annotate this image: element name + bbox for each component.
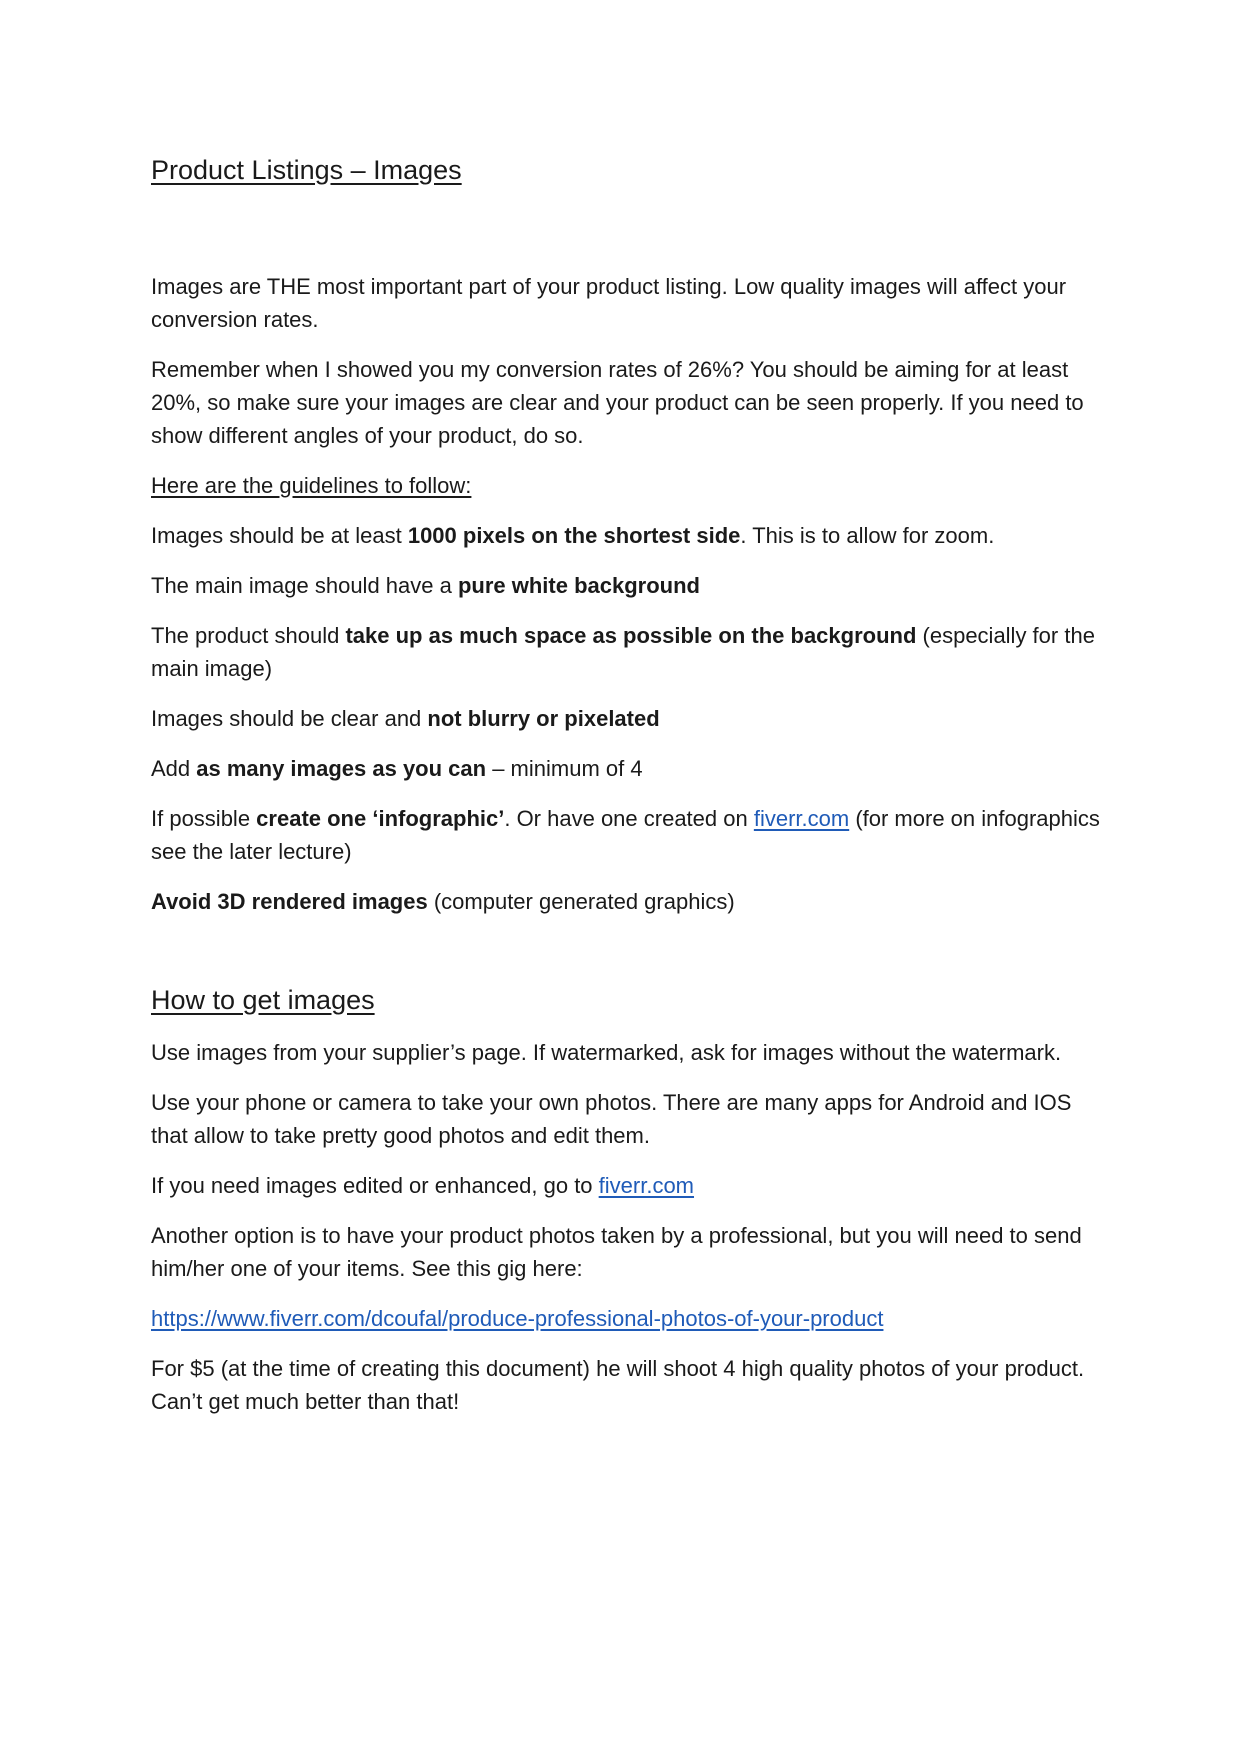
guideline-text: . This is to allow for zoom. [740,523,995,548]
guideline-3d [151,885,1101,918]
guideline-resolution [151,519,1101,552]
guideline-clarity [151,702,1101,735]
guideline-emphasis: 1000 pixels on the shortest side [407,523,741,548]
guideline-text: – minimum of 4 [486,756,643,781]
section-title-how-to-get-images: How to get images [151,985,375,1015]
phone-paragraph: Use your phone or camera to take your own photos. There are many apps for Android and IOS that allow to take pretty good photos and edit them. [151,1090,1072,1148]
guideline-text: Images should be clear and [151,706,428,731]
gig-link-paragraph [151,1302,1101,1335]
guideline-text: Images should be at least [151,523,408,548]
guideline-emphasis: not blurry or pixelated [427,706,660,731]
guideline-space [151,619,1101,685]
conversion-paragraph: Remember when I showed you my conversion rates of 26%? You should be aiming for at least 20%, so make sure your images are clear and your product can be seen properly. If you need to show different angles of your product, do so. [151,357,1084,448]
guideline-background [151,569,1101,602]
guideline-count [151,752,1101,785]
guideline-emphasis: as many images as you can [196,756,487,781]
guideline-text: (for more on infographics see the later lecture) [151,806,1100,864]
supplier-paragraph: Use images from your supplier’s page. If watermarked, ask for images without the watermark. [151,1040,1062,1065]
gig-link[interactable]: https://www.fiverr.com/dcoufal/produce-professional-photos-of-your-product [151,1306,884,1331]
intro-paragraph: Images are THE most important part of your product listing. Low quality images will affect your conversion rates. [151,274,1067,332]
guideline-text: The main image should have a [151,573,458,598]
fiverr-link[interactable]: fiverr.com [598,1173,695,1198]
guideline-emphasis: Avoid 3D rendered images [151,889,428,914]
professional-paragraph: Another option is to have your product photos taken by a professional, but you will need to send him/her one of your items. See this gig here: [151,1223,1082,1281]
fiverr-link[interactable]: fiverr.com [753,806,850,831]
guideline-text: (especially for the main image) [151,623,1095,681]
guideline-emphasis: take up as much space as possible on the background [345,623,917,648]
price-paragraph: For $5 (at the time of creating this document) he will shoot 4 high quality photos of your product. Can’t get much better than that! [151,1356,1085,1414]
guideline-text: If possible [151,806,257,831]
guideline-text: The product should [151,623,346,648]
page-title: Product Listings – Images [151,155,462,185]
guidelines-heading: Here are the guidelines to follow: [151,473,472,498]
guideline-emphasis: create one ‘infographic’ [256,806,505,831]
guideline-text: Add [151,756,197,781]
document-content [151,148,1101,1418]
guideline-text: . Or have one created on [504,806,754,831]
edit-paragraph [151,1169,1101,1202]
guideline-emphasis: pure white background [457,573,700,598]
paragraph-text: If you need images edited or enhanced, go to [151,1173,599,1198]
guideline-text: (computer generated graphics) [427,889,735,914]
guideline-infographic [151,802,1101,868]
